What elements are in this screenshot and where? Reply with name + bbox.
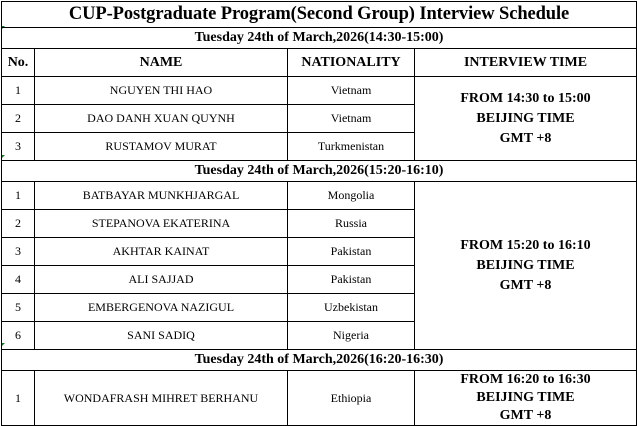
candidate-name: EMBERGENOVA NAZIGUL [35, 294, 288, 322]
candidate-name: DAO DANH XUAN QUYNH [35, 105, 288, 133]
interview-time-offset: GMT +8 [499, 130, 552, 146]
header-name: NAME [35, 49, 288, 77]
candidate-nationality: Turkmenistan [288, 133, 415, 161]
header-nationality: NATIONALITY [288, 49, 415, 77]
candidate-name: NGUYEN THI HAO [35, 77, 288, 105]
interview-time-offset: GMT +8 [499, 277, 552, 293]
header-no: No. [2, 49, 35, 77]
row-number: 1 [2, 182, 35, 210]
row-number: 2 [2, 105, 35, 133]
interview-time-cell [415, 182, 637, 350]
candidate-name: RUSTAMOV MURAT [35, 133, 288, 161]
row-number: 4 [2, 266, 35, 294]
candidate-name: AKHTAR KAINAT [35, 238, 288, 266]
candidate-nationality: Pakistan [288, 266, 415, 294]
candidate-nationality: Vietnam [288, 77, 415, 105]
page-title: CUP-Postgraduate Program(Second Group) Interview Schedule [2, 2, 637, 28]
candidate-nationality: Ethiopia [288, 371, 415, 426]
title-row [2, 2, 637, 28]
table-row [2, 77, 637, 105]
row-number: 1 [2, 371, 35, 426]
session-heading: Tuesday 24th of March,2026(16:20-16:30) [2, 350, 637, 371]
row-number: 6 [2, 322, 35, 350]
session-heading-row [2, 161, 637, 182]
candidate-nationality: Vietnam [288, 105, 415, 133]
candidate-name: ALI SAJJAD [35, 266, 288, 294]
interview-time-offset: GMT +8 [499, 408, 552, 423]
session-heading: Tuesday 24th of March,2026(14:30-15:00) [2, 28, 637, 49]
row-number: 1 [2, 77, 35, 105]
candidate-nationality: Pakistan [288, 238, 415, 266]
session-heading-row [2, 28, 637, 49]
candidate-name: SANI SADIQ [35, 322, 288, 350]
session-heading: Tuesday 24th of March,2026(15:20-16:10) [2, 161, 637, 182]
interview-time-cell [415, 77, 637, 161]
row-number: 3 [2, 238, 35, 266]
candidate-name: WONDAFRASH MIHRET BERHANU [35, 371, 288, 426]
table-row [2, 182, 637, 210]
interview-time-range: FROM 15:20 to 16:10 [460, 237, 591, 253]
candidate-nationality: Nigeria [288, 322, 415, 350]
session-heading-row [2, 350, 637, 371]
row-number: 2 [2, 210, 35, 238]
interview-time-zone: BEIJING TIME [476, 110, 575, 126]
interview-time-range: FROM 16:20 to 16:30 [460, 372, 591, 387]
header-interview-time: INTERVIEW TIME [415, 49, 637, 77]
row-number: 5 [2, 294, 35, 322]
column-header-row [2, 49, 637, 77]
interview-time-zone: BEIJING TIME [476, 257, 575, 273]
candidate-name: BATBAYAR MUNKHJARGAL [35, 182, 288, 210]
candidate-nationality: Russia [288, 210, 415, 238]
interview-time-range: FROM 14:30 to 15:00 [460, 90, 591, 106]
candidate-nationality: Mongolia [288, 182, 415, 210]
table-row [2, 371, 637, 426]
schedule-table [1, 1, 637, 426]
interview-time-zone: BEIJING TIME [476, 390, 575, 405]
candidate-nationality: Uzbekistan [288, 294, 415, 322]
row-number: 3 [2, 133, 35, 161]
interview-time-cell [415, 371, 637, 426]
candidate-name: STEPANOVA EKATERINA [35, 210, 288, 238]
